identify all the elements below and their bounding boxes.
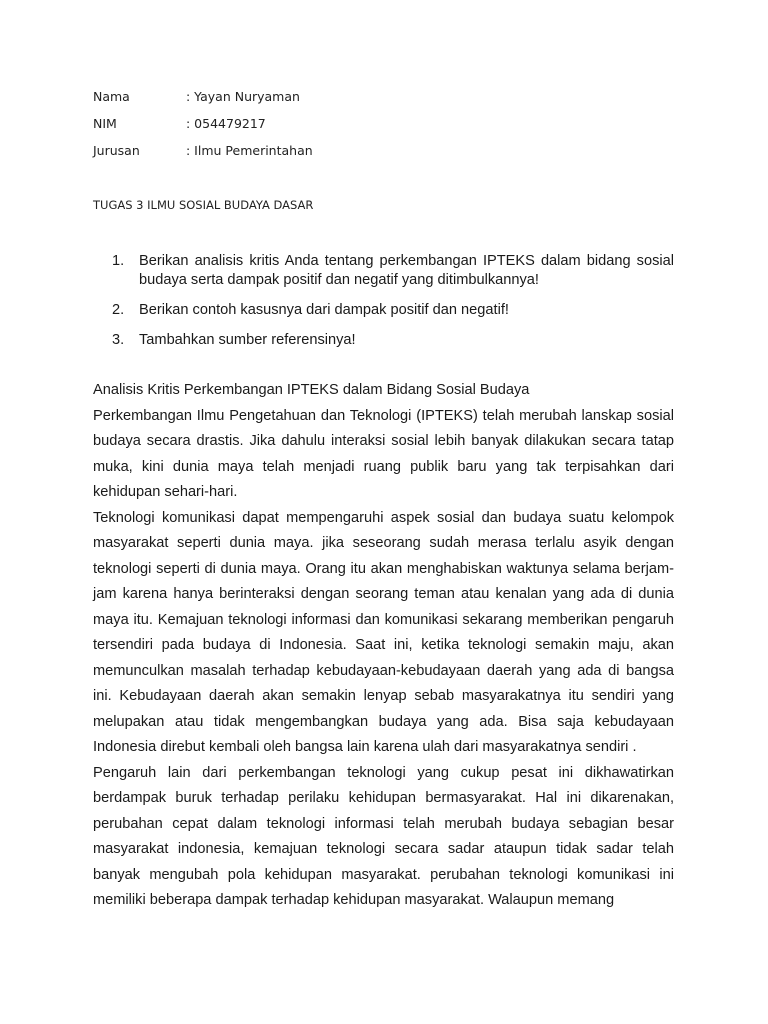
question-number: 3.: [112, 332, 125, 348]
question-text: Tambahkan sumber referensinya!: [139, 332, 356, 348]
section-heading: Analisis Kritis Perkembangan IPTEKS dalam Bidang Sosial Budaya: [93, 382, 530, 398]
paragraph: Teknologi komunikasi dapat mempengaruhi aspek sosial dan budaya suatu kelompok masyarakat seperti dunia maya. jika seseorang sudah merasa terlalu asyik dengan teknologi seperti di dunia maya. Orang itu akan menghabiskan waktunya selama berjam-jam karena hanya berinteraksi dengan seorang teman atau kenalan yang ada di dunia maya itu. Kemajuan teknologi informasi dan komunikasi sekarang memberikan pengaruh tersendiri pada budaya di Indonesia. Saat ini, ketika teknologi semakin maju, akan memunculkan masalah terhadap kebudayaan-kebudayaan daerah yang ada di bangsa ini. Kebudayaan daerah akan semakin lenyap sebab masyarakatnya itu sendiri yang melupakan atau tidak mengembangkan budaya yang ada. Bisa saja kebudayaan Indonesia direbut kembali oleh bangsa lain karena ulah dari masyarakatnya sendiri .: [93, 509, 674, 755]
essay-body: [93, 378, 674, 914]
major-label: Jurusan: [93, 143, 140, 158]
question-item: [112, 252, 674, 290]
question-text: Berikan contoh kasusnya dari dampak positif dan negatif!: [139, 302, 509, 318]
paragraph: Perkembangan Ilmu Pengetahuan dan Teknologi (IPTEKS) telah merubah lanskap sosial budaya secara drastis. Jika dahulu interaksi sosial lebih banyak dilakukan secara tatap muka, kini dunia maya telah menjadi ruang publik baru yang tak terpisahkan dari kehidupan sehari-hari.: [93, 407, 674, 500]
question-number: 1.: [112, 253, 125, 269]
nim-label: NIM: [93, 116, 117, 131]
name-label: Nama: [93, 89, 130, 104]
student-name-row: [93, 89, 300, 104]
question-number: 2.: [112, 302, 125, 318]
nim-value: : 054479217: [186, 116, 266, 131]
major-value: : Ilmu Pemerintahan: [186, 143, 313, 158]
question-item: [112, 331, 674, 350]
name-value: : Yayan Nuryaman: [186, 89, 300, 104]
student-major-row: [93, 143, 313, 158]
question-item: [112, 301, 674, 320]
assignment-title: TUGAS 3 ILMU SOSIAL BUDAYA DASAR: [93, 198, 314, 212]
student-nim-row: [93, 116, 266, 131]
paragraph: Pengaruh lain dari perkembangan teknologi yang cukup pesat ini dikhawatirkan berdampak buruk terhadap perilaku kehidupan bermasyarakat. Hal ini dikarenakan, perubahan cepat dalam teknologi informasi telah merubah budaya sebagian besar masyarakat indonesia, kemajuan teknologi secara sadar ataupun tidak sadar telah banyak mengubah pola kehidupan masyarakat. perubahan teknologi komunikasi ini memiliki beberapa dampak terhadap kehidupan masyarakat. Walaupun memang: [93, 764, 674, 908]
question-list: [112, 252, 674, 361]
question-text: Berikan analisis kritis Anda tentang perkembangan IPTEKS dalam bidang sosial budaya serta dampak positif dan negatif yang ditimbulkannya!: [139, 253, 674, 288]
